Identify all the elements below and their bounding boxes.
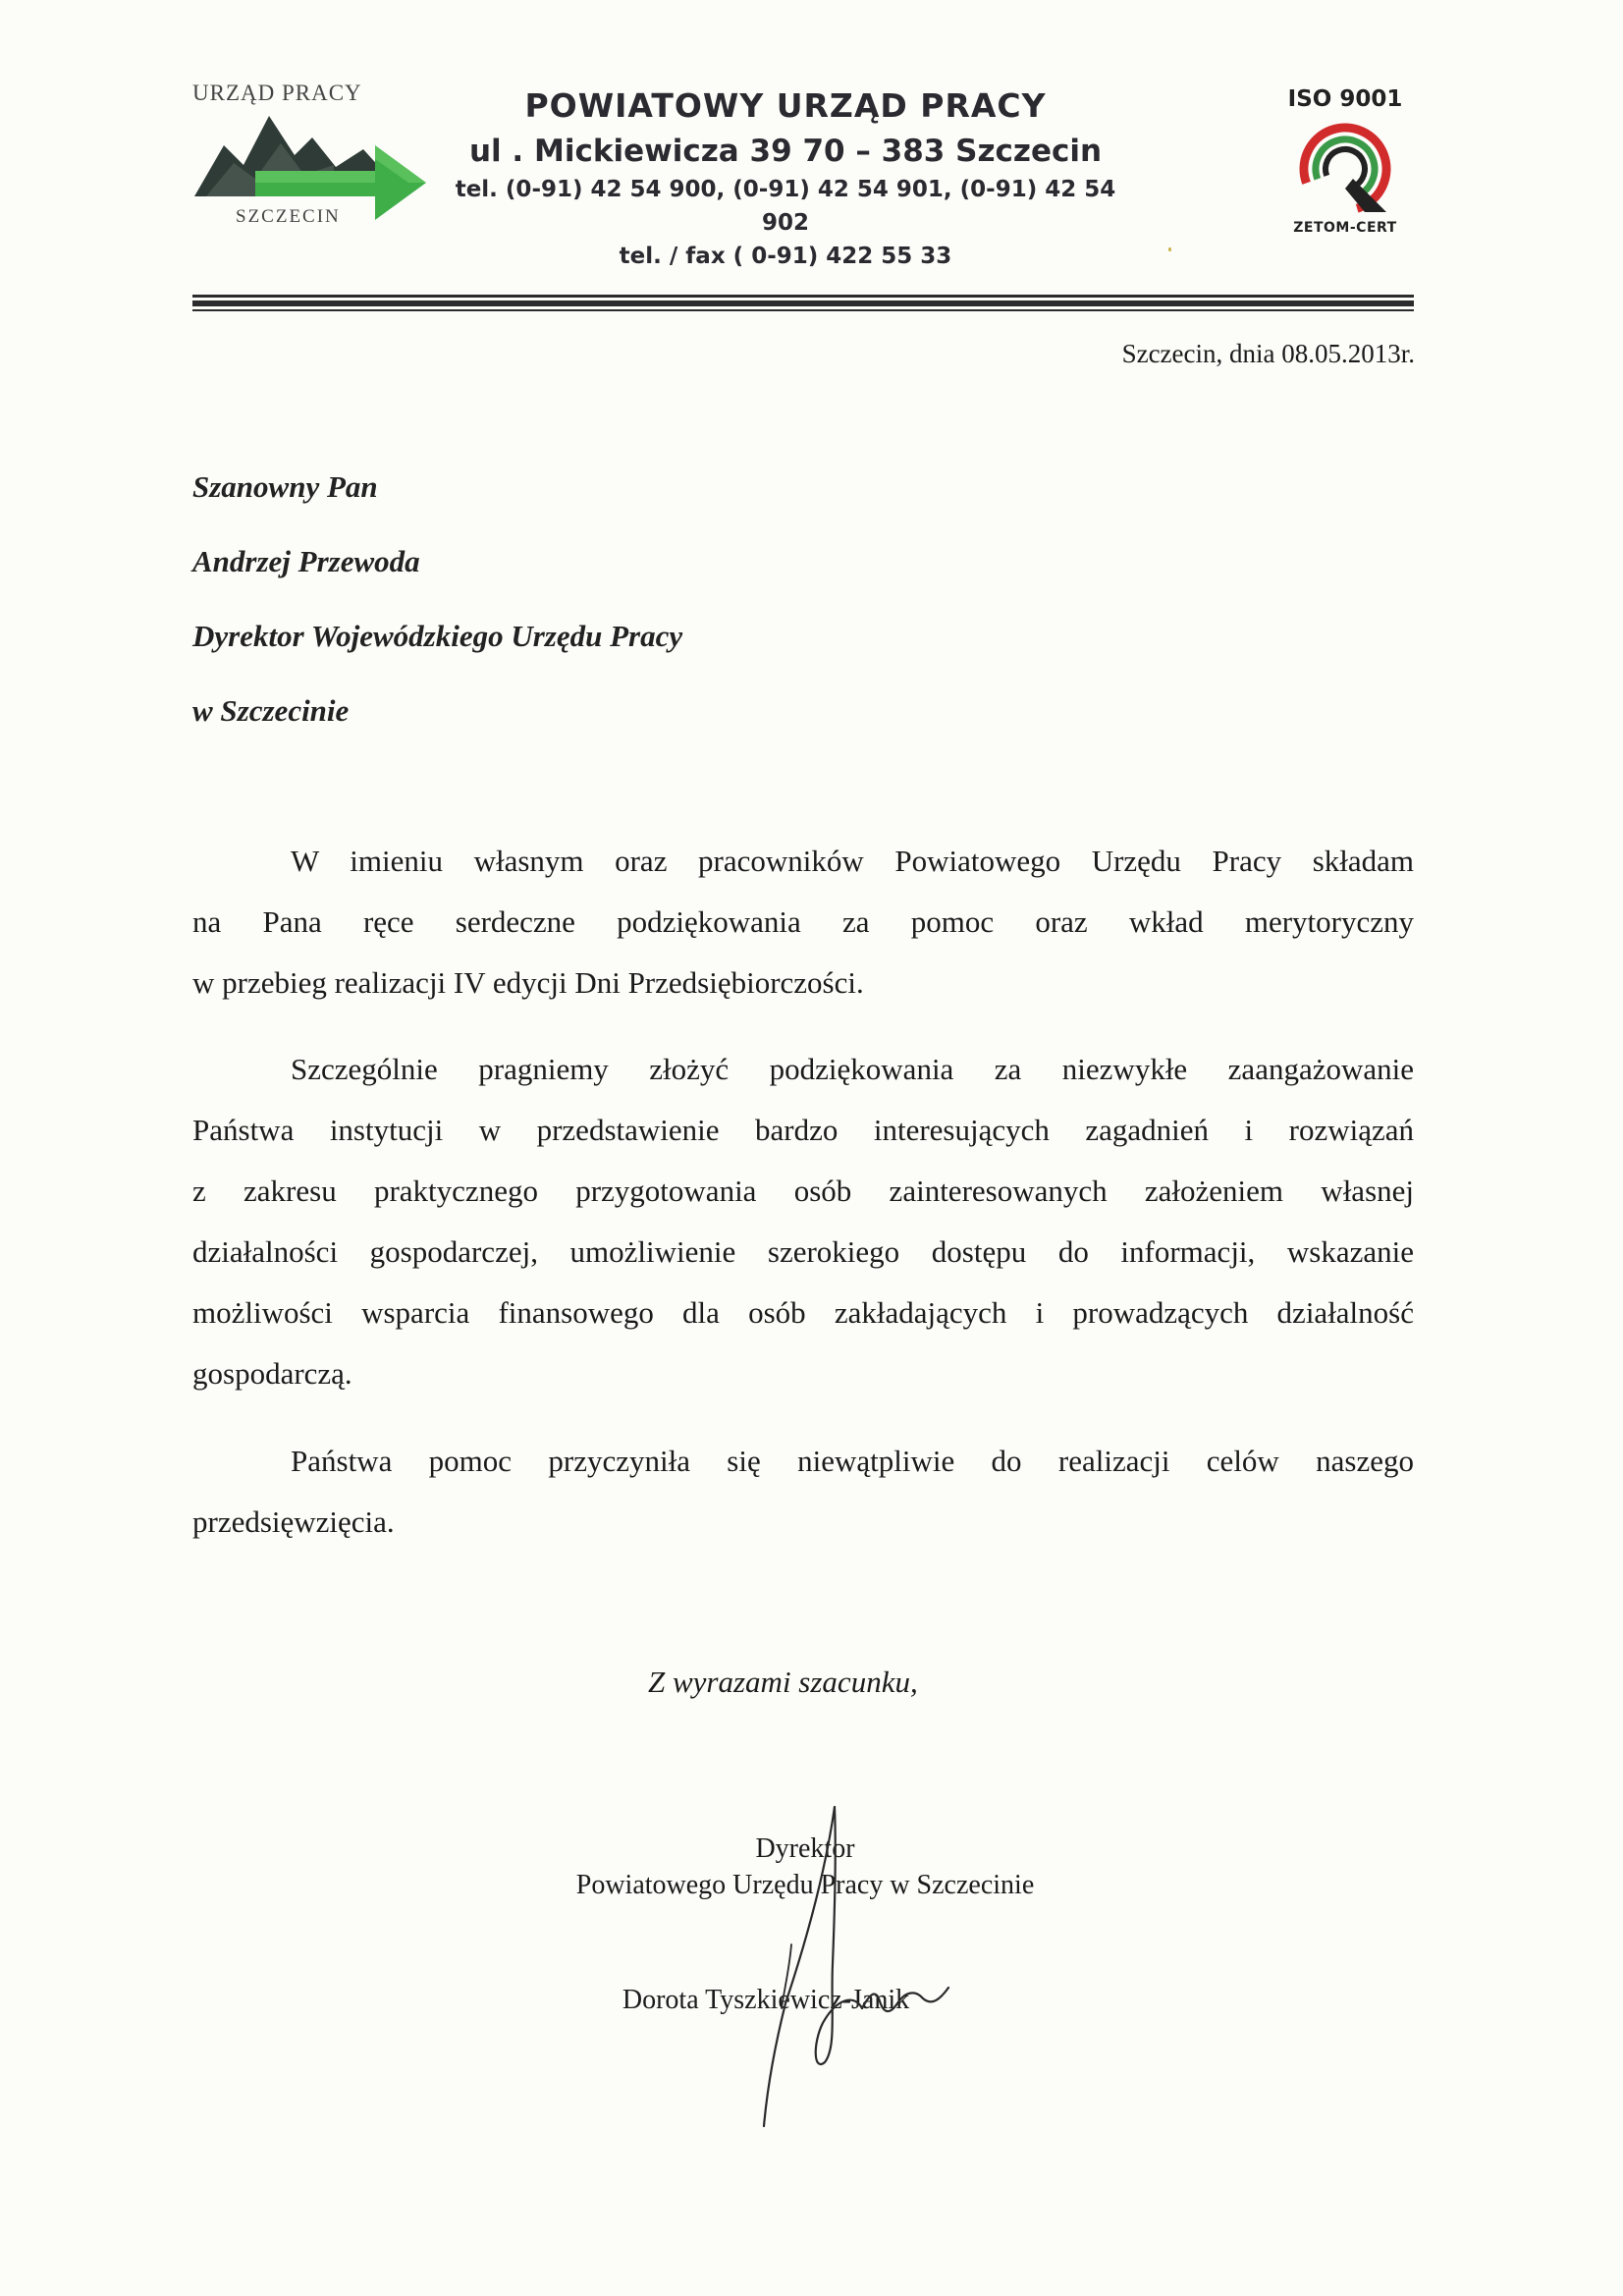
zetom-cert-icon: [1296, 120, 1394, 218]
signatory-name: Dorota Tyszkiewicz-Janik: [622, 1985, 910, 2015]
paragraph-line: na Pana ręce serdeczne podziękowania za pomoc oraz wkład merytoryczny: [192, 904, 1414, 939]
closing-phrase: Z wyrazami szacunku,: [648, 1665, 918, 1699]
office-name: POWIATOWY URZĄD PRACY: [524, 86, 1047, 125]
logo-bottom-text: SZCZECIN: [236, 206, 341, 227]
office-address: ul . Mickiewicza 39 70 – 383 Szczecin: [468, 134, 1103, 169]
body-paragraph: [192, 831, 1414, 1013]
paragraph-line: Państwa instytucji w przedstawienie bardzo interesujących zagadnień i rozwiązań: [192, 1113, 1414, 1147]
body-paragraph: [192, 1431, 1414, 1553]
paragraph-line: z zakresu praktycznego przygotowania osób zainteresowanych założeniem własnej: [192, 1174, 1414, 1208]
paragraph-line: możliwości wsparcia finansowego dla osób zakładających i prowadzących działalność: [192, 1295, 1414, 1330]
scan-speck: [1168, 247, 1171, 251]
signatory-title: Dyrektor: [755, 1833, 855, 1864]
addressee-position: Dyrektor Wojewódzkiego Urzędu Pracy: [192, 619, 683, 653]
paragraph-line: Państwa pomoc przyczyniła się niewątpliwie do realizacji celów naszego: [291, 1444, 1414, 1478]
addressee-salutation: Szanowny Pan: [192, 469, 378, 504]
iso-certificate: [1276, 84, 1414, 236]
addressee-city: w Szczecinie: [192, 693, 350, 728]
logo-top-text: URZĄD PRACY: [192, 81, 362, 105]
office-fax: tel. / fax ( 0-91) 422 55 33: [619, 244, 952, 269]
paragraph-line: Szczególnie pragniemy złożyć podziękowania za niezwykłe zaangażowanie: [291, 1052, 1414, 1086]
signature-block: [491, 1831, 1119, 2018]
office-phones: tel. (0-91) 42 54 900, (0-91) 42 54 901, (0-91) 42 54 902: [455, 177, 1116, 236]
letter-date: Szczecin, dnia 08.05.2013r.: [1121, 339, 1415, 368]
paragraph-line: W imieniu własnym oraz pracowników Powiatowego Urzędu Pracy składam: [291, 844, 1414, 878]
addressee-block: [192, 450, 682, 748]
body-paragraph: [192, 1039, 1414, 1404]
iso-label: ISO 9001: [1287, 86, 1403, 112]
paragraph-line: działalności gospodarczej, umożliwienie szerokiego dostępu do informacji, wskazanie: [192, 1234, 1414, 1269]
iso-cert-name: ZETOM-CERT: [1293, 220, 1397, 236]
paragraph-line: w przebieg realizacji IV edycji Dni Przedsiębiorczości.: [192, 965, 864, 1000]
signatory-organization: Powiatowego Urzędu Pracy w Szczecinie: [575, 1870, 1035, 1900]
paragraph-line: przedsięwzięcia.: [192, 1504, 395, 1539]
header-divider: [192, 301, 1414, 306]
paragraph-line: gospodarczą.: [192, 1356, 352, 1391]
addressee-name: Andrzej Przewoda: [192, 544, 420, 578]
letterhead-contact: [432, 82, 1139, 273]
header-divider: [192, 309, 1414, 311]
header-divider: [192, 295, 1414, 298]
office-logo: [187, 81, 432, 238]
